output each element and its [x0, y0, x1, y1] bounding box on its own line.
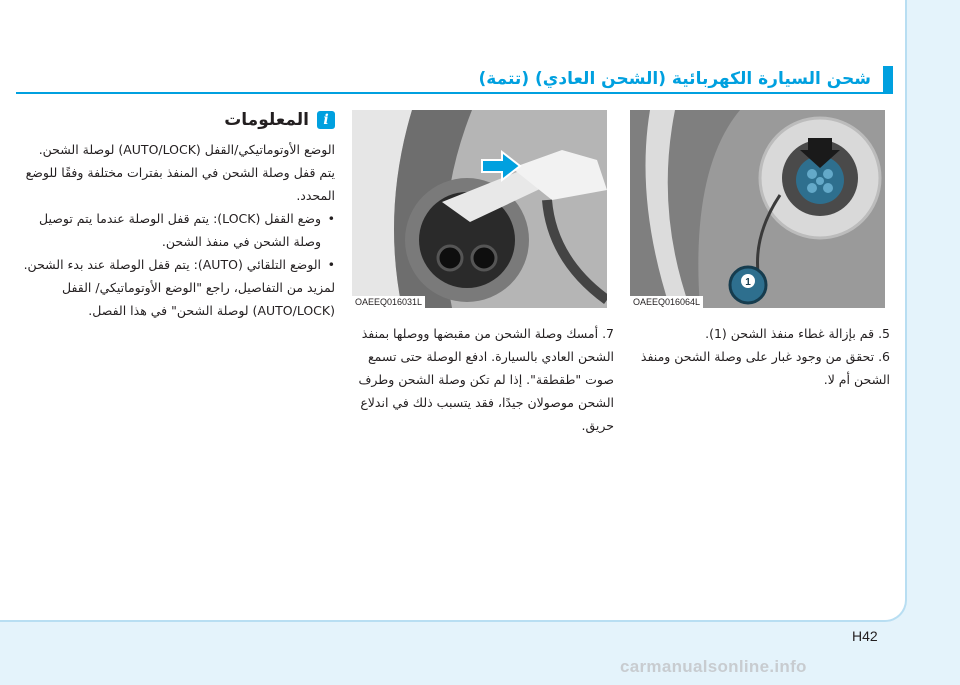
section-title-bar [16, 66, 893, 94]
svg-text:1: 1 [745, 277, 751, 288]
page-number: H42 [852, 628, 878, 644]
information-column [20, 110, 335, 322]
bullet-auto-mode: • الوضع التلقائي (AUTO): يتم قفل الوصلة عند بدء الشحن. [20, 253, 335, 276]
info-intro: الوضع الأوتوماتيكي/القفل (AUTO/LOCK) لوصلة الشحن. [38, 142, 335, 157]
photo-code-left: OAEEQ016031L [352, 296, 425, 308]
info-description: يتم قفل وصلة الشحن في المنفذ بفترات مختلفة وفقًا للوضع المحدد. [25, 165, 335, 203]
step-6: 6. تحقق من وجود غبار على وصلة الشحن ومنفذ الشحن أم لا. [640, 349, 890, 387]
steps-left-column [352, 322, 614, 437]
bullet-lock-mode: • وضع القفل (LOCK): يتم قفل الوصلة عندما يتم توصيل وصلة الشحن في منفذ الشحن. [20, 207, 335, 253]
charging-port-cover-illustration [630, 110, 885, 308]
step-7: 7. أمسك وصلة الشحن من مقبضها ووصلها بمنفذ الشحن العادي بالسيارة. ادفع الوصلة حتى تسمع صوت "طقطقة". إذا لم تكن وصلة الشحن وطرف الشحن موصولان جيدًا، فقد يتسبب ذلك في اندلاع حريق. [358, 326, 614, 433]
title-accent-block [883, 66, 893, 92]
watermark: carmanualsonline.info [620, 657, 807, 676]
photo-charger-plug [352, 110, 607, 308]
photo-charging-port-cover [630, 110, 885, 308]
charger-plug-illustration [352, 110, 607, 308]
step-5: 5. قم بإزالة غطاء منفذ الشحن (1). [705, 326, 890, 341]
photo-code-right: OAEEQ016064L [630, 296, 703, 308]
info-icon: i [317, 111, 335, 129]
info-bullet-list [20, 207, 335, 276]
information-title: المعلومات [224, 110, 309, 130]
info-more-details: لمزيد من التفاصيل، راجع "الوضع الأوتوماتيكي/ القفل (AUTO/LOCK) لوصلة الشحن" في هذا الفصل. [62, 280, 335, 318]
section-title: شحن السيارة الكهربائية (الشحن العادي) (تتمة) [478, 69, 871, 89]
steps-right-column [630, 322, 890, 391]
information-header [20, 110, 335, 130]
